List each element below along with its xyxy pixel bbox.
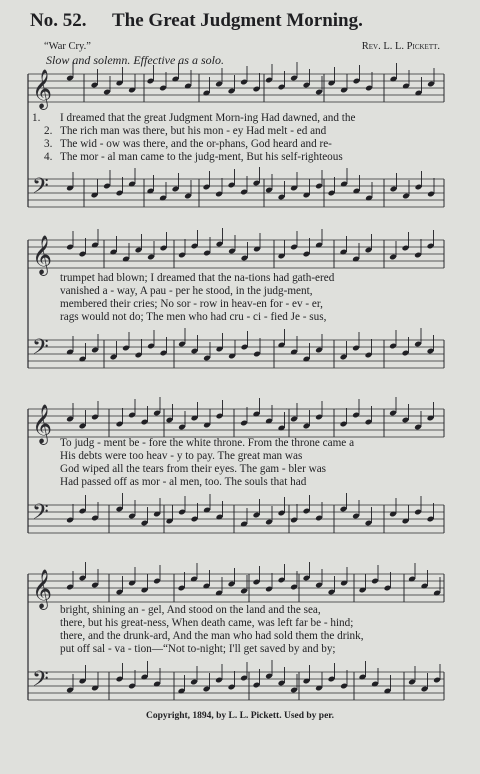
lyric-text: bright, shining an - gel, And stood on the land and the sea,	[60, 604, 321, 616]
treble-clef-icon: 𝄞	[32, 569, 53, 609]
lyric-text: The rich man was there, but his mon - ey Had melt - ed and	[60, 125, 327, 137]
lyric-text: I dreamed that the great Judgment Morn-ing Had dawned, and the	[60, 112, 356, 124]
bass-clef-icon: 𝄢	[32, 174, 49, 204]
lyric-line	[24, 450, 448, 464]
lyric-text: rags would not do; The men who had cru - ci - fied Je - sus,	[60, 311, 327, 323]
lyric-text: membered their cries; No sor - row in heav-en for - ev - er,	[60, 298, 323, 310]
lyric-line	[24, 604, 448, 618]
lyric-text: The mor - al man came to the judg-ment, But his self-righteous	[60, 151, 343, 163]
hymn-title: The Great Judgment Morning.	[112, 10, 363, 31]
lyric-text: there, but his great-ness, When death came, was left far be - hind;	[60, 617, 354, 629]
author: Rev. L. L. Pickett.	[361, 41, 440, 52]
treble-clef-icon: 𝄞	[32, 404, 53, 444]
verse-number: 3.	[44, 138, 53, 150]
lyric-text: His debts were too heav - y to pay. The great man was	[60, 450, 303, 462]
lyric-text: To judg - ment be - fore the white throne. From the throne came a	[60, 437, 355, 449]
verse-number: 2.	[44, 125, 53, 137]
bass-clef-icon: 𝄢	[32, 500, 49, 530]
lyric-line	[24, 298, 448, 312]
lyric-line	[24, 151, 448, 165]
lyric-line	[24, 463, 448, 477]
lyric-line	[24, 617, 448, 631]
lyric-text: vanished a - way, A pau - per he stood, in the judg-ment,	[60, 285, 313, 297]
lyric-line	[24, 437, 448, 451]
lyric-line	[24, 112, 448, 126]
lyric-text: trumpet had blown; I dreamed that the na-tions had gath-ered	[60, 272, 335, 284]
title-row	[30, 10, 460, 34]
lyric-line	[24, 311, 448, 325]
verse-number: 1.	[32, 112, 41, 124]
treble-clef-icon: 𝄞	[32, 69, 53, 109]
tempo-marking: Slow and solemn. Effective as a solo.	[46, 53, 224, 67]
lyric-text: put off sal - va - tion—“Not to-night; I'll get saved by and by;	[60, 643, 336, 655]
music-system	[24, 62, 448, 212]
lyric-line	[24, 285, 448, 299]
music-system	[24, 397, 448, 547]
copyright-footer: Copyright, 1894, by L. L. Pickett. Used by per.	[145, 711, 335, 721]
tune-source: “War Cry.”	[44, 41, 91, 52]
music-system	[24, 562, 448, 702]
hymn-number: No. 52.	[30, 10, 87, 31]
lyric-line	[24, 630, 448, 644]
bass-clef-icon: 𝄢	[32, 667, 49, 697]
lyric-line	[24, 138, 448, 152]
bass-clef-icon: 𝄢	[32, 335, 49, 365]
verse-number: 4.	[44, 151, 53, 163]
lyric-line	[24, 272, 448, 286]
lyric-text: God wiped all the tears from their eyes. The gam - bler was	[60, 463, 327, 475]
lyric-text: there, and the drunk-ard, And the man who had sold them the drink,	[60, 630, 364, 642]
treble-clef-icon: 𝄞	[32, 235, 53, 275]
lyric-line	[24, 476, 448, 490]
lyric-text: The wid - ow was there, and the or-phans, God heard and re-	[60, 138, 332, 150]
lyric-line	[24, 125, 448, 139]
lyric-text: Had passed off as mor - al men, too. The souls that had	[60, 476, 307, 488]
lyric-line	[24, 643, 448, 657]
music-system	[24, 228, 448, 378]
